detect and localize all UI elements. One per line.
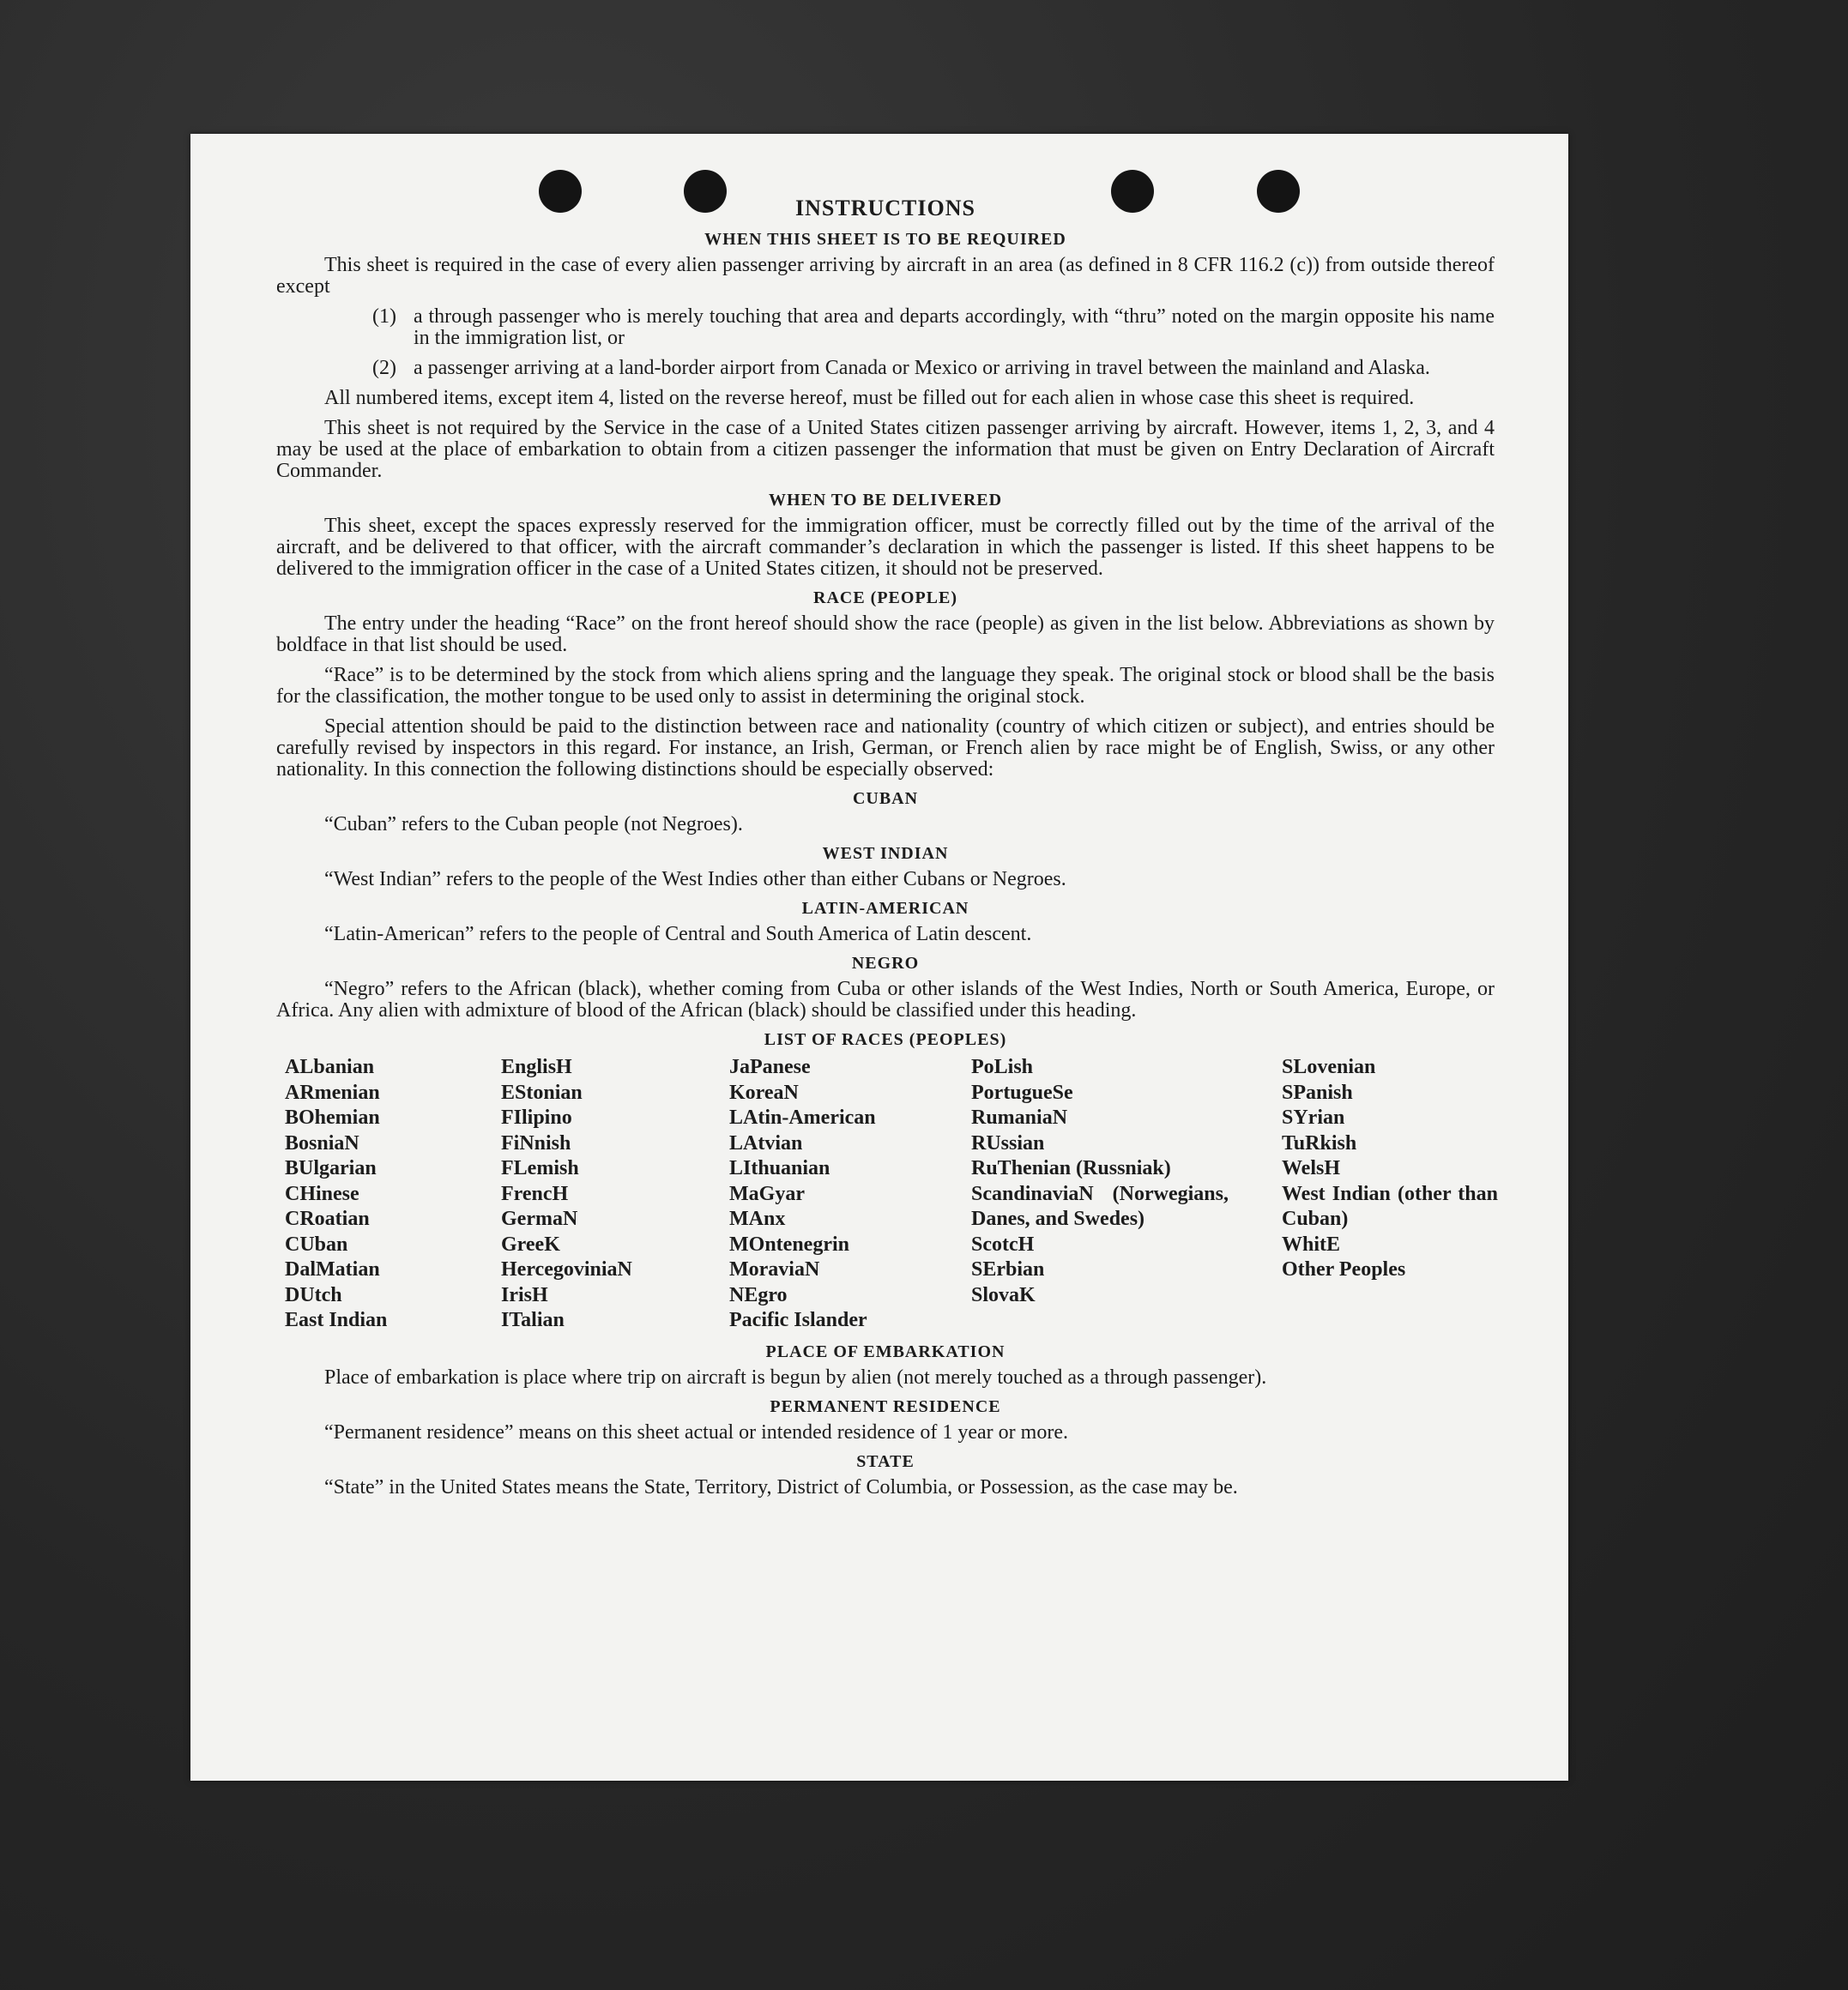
section-heading-state: STATE <box>856 1451 915 1471</box>
document-content <box>276 196 1498 1507</box>
paragraph: “Cuban” refers to the Cuban people (not Negroes). <box>324 813 743 835</box>
race-entry: IrisH <box>501 1283 548 1306</box>
paragraph: This sheet, except the spaces expressly reserved for the immigration officer, must be correctly filled out by the time of the arrival of the aircraft, and be delivered to that officer, with the aircraft commander’s declaration in which the passenger is listed. If this sheet happens to be delivered to the immigration officer in the case of a United States citizen, it should not be preserved. <box>276 515 1495 580</box>
paragraph: “Latin-American” refers to the people of Central and South America of Latin descent. <box>324 923 1032 945</box>
race-entry: ITalian <box>501 1309 565 1331</box>
race-entry: EnglisH <box>501 1056 572 1078</box>
section-heading-negro: NEGRO <box>851 954 920 973</box>
race-entry: BOhemian <box>285 1107 380 1129</box>
section-heading-latin-american: LATIN-AMERICAN <box>801 899 969 918</box>
paragraph: The entry under the heading “Race” on the front hereof should show the race (people) as given in the list below. Abbreviations as shown by boldface in that list should be used. <box>276 612 1495 656</box>
race-entry: FrencH <box>501 1182 569 1205</box>
race-entry: Pacific Islander <box>729 1309 867 1331</box>
race-entry: WhitE <box>1282 1233 1341 1256</box>
race-entry: Other Peoples <box>1282 1258 1406 1281</box>
race-entry: CRoatian <box>285 1208 370 1230</box>
race-entry: HercegoviniaN <box>501 1258 632 1281</box>
section-heading-race: RACE (PEOPLE) <box>813 588 957 607</box>
race-entry: SLovenian <box>1282 1056 1376 1078</box>
races-column <box>501 1055 729 1334</box>
race-entry: WelsH <box>1282 1157 1341 1179</box>
race-entry: GreeK <box>501 1233 560 1256</box>
race-entry: MoraviaN <box>729 1258 820 1281</box>
paragraph: Special attention should be paid to the distinction between race and nationality (country of which citizen or subject), and entries should be carefully revised by inspectors in this regard. For instance, an Irish, German, or French alien by race might be of English, Swiss, or any other nationality. In this connection the following distinctions should be especially observed: <box>276 715 1495 781</box>
race-entry: NEgro <box>729 1283 788 1306</box>
race-entry: MOntenegrin <box>729 1233 849 1256</box>
race-entry: JaPanese <box>729 1056 811 1078</box>
section-heading-delivered: WHEN TO BE DELIVERED <box>768 491 1003 510</box>
race-entry: PoLish <box>971 1056 1034 1078</box>
race-entry: RUssian <box>971 1131 1045 1155</box>
race-entry: DalMatian <box>285 1258 380 1281</box>
race-entry: PortugueSe <box>971 1081 1073 1104</box>
race-entry: SErbian <box>971 1258 1045 1281</box>
section-heading-residence: PERMANENT RESIDENCE <box>770 1396 1001 1416</box>
race-entry: SYrian <box>1282 1107 1345 1129</box>
item-number: (1) <box>372 305 396 328</box>
race-entry: SlovaK <box>971 1283 1036 1306</box>
paragraph: This sheet is required in the case of every alien passenger arriving by aircraft in an area (as defined in 8 CFR 116.2 (c)) from outside thereof except <box>276 254 1495 298</box>
paragraph: This sheet is not required by the Service in the case of a United States citizen passenger arriving by aircraft. However, items 1, 2, 3, and 4 may be used at the place of embarkation to obtain from a citizen passenger the information that must be given on Entry Declaration of Aircraft Commander. <box>276 417 1495 482</box>
race-entry: GermaN <box>501 1208 578 1230</box>
section-heading-west-indian: WEST INDIAN <box>822 844 949 863</box>
item-number: (2) <box>372 357 396 379</box>
race-entry: ALbanian <box>285 1056 375 1078</box>
section-heading-required: WHEN THIS SHEET IS TO BE REQUIRED <box>704 230 1066 249</box>
race-entry: MaGyar <box>729 1182 805 1205</box>
races-column <box>729 1055 971 1334</box>
section-heading-list-of-races: LIST OF RACES (PEOPLES) <box>764 1030 1007 1049</box>
item-text: a passenger arriving at a land-border airport from Canada or Mexico or arriving in travel between the mainland and Alaska. <box>414 357 1430 379</box>
race-entry: LAtin-American <box>729 1107 876 1129</box>
page-title: INSTRUCTIONS <box>795 196 975 220</box>
race-entry: ScotcH <box>971 1233 1035 1256</box>
race-entry: ScandinaviaN (Norwegians, Danes, and Swedes) <box>971 1182 1229 1230</box>
section-heading-embarkation: PLACE OF EMBARKATION <box>765 1342 1006 1361</box>
race-entry: RuThenian (Russniak) <box>971 1157 1171 1179</box>
races-column <box>285 1055 501 1334</box>
paragraph: “State” in the United States means the State, Territory, District of Columbia, or Possession, as the case may be. <box>324 1475 1238 1499</box>
race-entry: CUban <box>285 1233 348 1256</box>
race-entry: ARmenian <box>285 1081 380 1104</box>
race-entry: West Indian (other than Cuban) <box>1282 1182 1498 1230</box>
races-column <box>971 1055 1282 1334</box>
section-heading-cuban: CUBAN <box>852 789 919 808</box>
race-entry: SPanish <box>1282 1081 1353 1104</box>
paragraph: “Permanent residence” means on this sheet actual or intended residence of 1 year or more. <box>324 1420 1068 1444</box>
race-entry: RumaniaN <box>971 1107 1068 1129</box>
race-entry: East Indian <box>285 1309 388 1331</box>
race-entry: KoreaN <box>729 1081 799 1104</box>
races-list <box>285 1055 1498 1334</box>
paragraph: All numbered items, except item 4, listed on the reverse hereof, must be filled out for each alien in whose case this sheet is required. <box>324 387 1415 409</box>
race-entry: MAnx <box>729 1208 786 1230</box>
paragraph: “Race” is to be determined by the stock from which aliens spring and the language they speak. The original stock or blood shall be the basis for the classification, the mother tongue to be used only to assist in determining the original stock. <box>276 664 1495 708</box>
paragraph: “Negro” refers to the African (black), whether coming from Cuba or other islands of the West Indies, North or South America, Europe, or Africa. Any alien with admixture of blood of the African (black) should be classified under this heading. <box>276 978 1495 1022</box>
race-entry: DUtch <box>285 1283 342 1306</box>
list-item <box>372 306 1495 349</box>
race-entry: FiNnish <box>501 1131 571 1155</box>
race-entry: FIlipino <box>501 1107 572 1129</box>
race-entry: CHinese <box>285 1182 359 1205</box>
race-entry: LIthuanian <box>729 1157 830 1179</box>
race-entry: FLemish <box>501 1157 579 1179</box>
race-entry: TuRkish <box>1282 1131 1357 1155</box>
race-entry: BosniaN <box>285 1131 359 1155</box>
paragraph: “West Indian” refers to the people of the West Indies other than either Cubans or Negroes. <box>324 868 1066 890</box>
race-entry: BUlgarian <box>285 1157 377 1179</box>
race-entry: EStonian <box>501 1081 583 1104</box>
paragraph: Place of embarkation is place where trip on aircraft is begun by alien (not merely touched as a through passenger). <box>324 1366 1267 1389</box>
list-item <box>372 358 1495 379</box>
item-text: a through passenger who is merely touching that area and departs accordingly, with “thru” noted on the margin opposite his name in the immigration list, or <box>414 305 1495 349</box>
race-entry: LAtvian <box>729 1131 803 1155</box>
races-column <box>1282 1055 1507 1334</box>
